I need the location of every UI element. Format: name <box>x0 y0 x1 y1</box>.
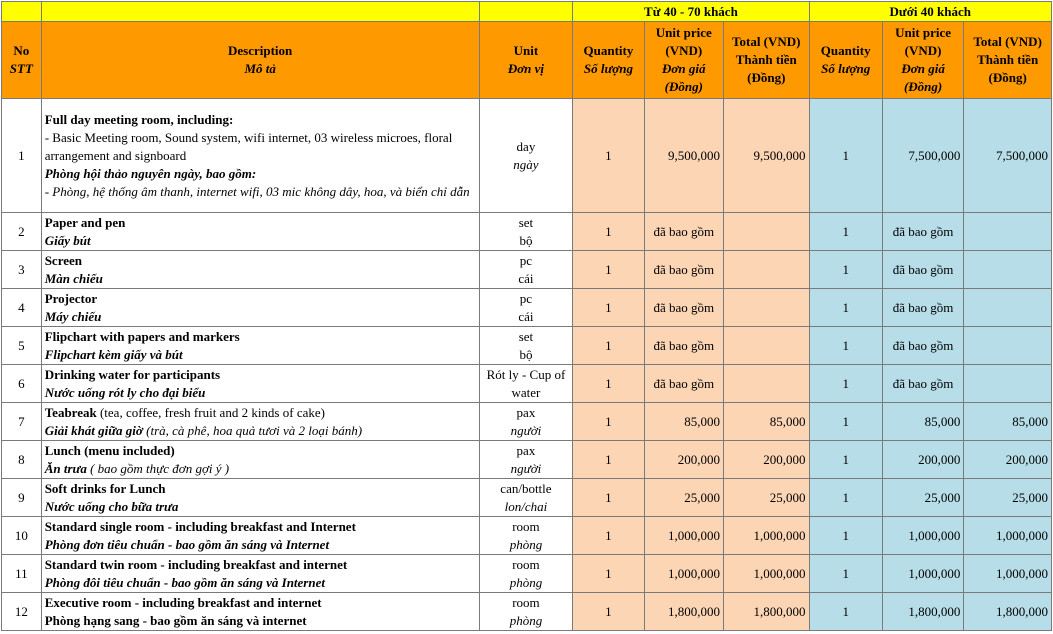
row-total-2 <box>964 251 1052 289</box>
row-qty-1: 1 <box>573 365 644 403</box>
header-total-2: Total (VND) Thành tiền (Đồng) <box>964 22 1052 99</box>
row-title-en: Standard single room - including breakfast and Internet <box>44 518 356 534</box>
row-qty-2: 1 <box>809 479 882 517</box>
row-total-1 <box>723 289 809 327</box>
row-total-1: 9,500,000 <box>723 99 809 213</box>
row-title-vi: Flipchart kèm giấy và bút <box>44 346 183 362</box>
row-title-vi: Máy chiếu <box>44 308 102 324</box>
row-price-1: đã bao gồm <box>644 365 723 403</box>
row-no: 6 <box>2 365 42 403</box>
group-header-blank <box>479 2 573 22</box>
row-description <box>41 213 479 251</box>
header-unit: Unit Đơn vị <box>479 22 573 99</box>
row-no: 8 <box>2 441 42 479</box>
row-unit: pax người <box>479 403 573 441</box>
row-unit: pc cái <box>479 251 573 289</box>
row-price-2: 1,000,000 <box>882 555 963 593</box>
row-title-en: Standard twin room - including breakfast and internet <box>44 556 348 572</box>
table-row <box>2 593 1052 631</box>
row-title-vi: Ăn trưa <box>44 460 87 476</box>
row-title-vi: Phòng hạng sang - bao gồm ăn sáng và internet <box>44 612 307 628</box>
row-unit: pc cái <box>479 289 573 327</box>
row-title-en: Drinking water for participants <box>44 366 221 382</box>
row-price-2: đã bao gồm <box>882 289 963 327</box>
row-no: 10 <box>2 517 42 555</box>
table-row <box>2 441 1052 479</box>
row-qty-2: 1 <box>809 327 882 365</box>
row-no: 11 <box>2 555 42 593</box>
row-total-1: 1,000,000 <box>723 555 809 593</box>
row-description <box>41 517 479 555</box>
row-title-en: Executive room - including breakfast and internet <box>44 594 322 610</box>
row-title-en: Flipchart with papers and markers <box>44 328 240 344</box>
row-description: Full day meeting room, including: - Basic Meeting room, Sound system, wifi internet, 03 wireless microes, floral arrangement and signboard Phòng hội thảo nguyên ngày, bao gồm: - Phòng, hệ thống âm thanh, internet wifi, 03 mic không dây, hoa, và biển chỉ dẫn <box>41 99 479 213</box>
row-price-2: 7,500,000 <box>882 99 963 213</box>
header-quantity-2: Quantity Số lượng <box>809 22 882 99</box>
row-total-2 <box>964 327 1052 365</box>
row-total-1 <box>723 365 809 403</box>
row-total-1 <box>723 251 809 289</box>
row-title-en: Paper and pen <box>44 214 126 230</box>
row-qty-2: 1 <box>809 403 882 441</box>
row-title-vi: Màn chiếu <box>44 270 103 286</box>
row-total-1: 1,000,000 <box>723 517 809 555</box>
row-extra-vi: ( bao gồm thực đơn gợi ý ) <box>86 460 230 476</box>
row-title-en: Teabreak <box>44 404 97 420</box>
row-price-1: 1,000,000 <box>644 517 723 555</box>
row-qty-2: 1 <box>809 251 882 289</box>
row-title-vi: Nước uống cho bữa trưa <box>44 498 179 514</box>
row-description <box>41 555 479 593</box>
row-unit: day ngày <box>479 99 573 213</box>
table-row <box>2 403 1052 441</box>
row-qty-1: 1 <box>573 213 644 251</box>
row-description <box>41 251 479 289</box>
row-unit: Rót ly - Cup of water <box>479 365 573 403</box>
table-row <box>2 99 1052 213</box>
row-no: 1 <box>2 99 42 213</box>
row-title-vi: Giải khát giữa giờ <box>44 422 143 438</box>
row-total-2 <box>964 289 1052 327</box>
row-price-1: 85,000 <box>644 403 723 441</box>
row-no: 5 <box>2 327 42 365</box>
row-price-2: 200,000 <box>882 441 963 479</box>
row-price-1: đã bao gồm <box>644 251 723 289</box>
row-total-2: 1,000,000 <box>964 555 1052 593</box>
row-price-2: đã bao gồm <box>882 365 963 403</box>
row-price-2: đã bao gồm <box>882 251 963 289</box>
table-row <box>2 517 1052 555</box>
row-qty-2: 1 <box>809 213 882 251</box>
row-unit: pax người <box>479 441 573 479</box>
row-qty-2: 1 <box>809 593 882 631</box>
row-total-1: 200,000 <box>723 441 809 479</box>
row-unit: room phòng <box>479 517 573 555</box>
row-qty-1: 1 <box>573 441 644 479</box>
table-row <box>2 251 1052 289</box>
quotation-table <box>1 1 1052 631</box>
row-no: 7 <box>2 403 42 441</box>
group-header-blank <box>2 2 42 22</box>
row-title-en: Screen <box>44 252 83 268</box>
group-header-blank <box>41 2 479 22</box>
row-qty-2: 1 <box>809 289 882 327</box>
table-row <box>2 327 1052 365</box>
row-price-2: 25,000 <box>882 479 963 517</box>
row-total-1 <box>723 327 809 365</box>
header-no: No STT <box>2 22 42 99</box>
row-total-2: 1,000,000 <box>964 517 1052 555</box>
row-price-1: đã bao gồm <box>644 213 723 251</box>
header-unit-price-2: Unit price (VND) Đơn giá (Đồng) <box>882 22 963 99</box>
table-row <box>2 365 1052 403</box>
row-qty-2: 1 <box>809 517 882 555</box>
row-price-2: đã bao gồm <box>882 213 963 251</box>
header-description: Description Mô tả <box>41 22 479 99</box>
row-price-1: đã bao gồm <box>644 289 723 327</box>
row-total-1: 85,000 <box>723 403 809 441</box>
row-title-en: Projector <box>44 290 98 306</box>
row-title-en: Lunch (menu included) <box>44 442 175 458</box>
row-qty-2: 1 <box>809 441 882 479</box>
header-unit-price-1: Unit price (VND) Đơn giá (Đồng) <box>644 22 723 99</box>
table-row <box>2 289 1052 327</box>
group-header-row <box>2 2 1052 22</box>
row-title-vi: Giấy bút <box>44 232 91 248</box>
row-description <box>41 403 479 441</box>
row-price-1: 200,000 <box>644 441 723 479</box>
row-price-2: 1,000,000 <box>882 517 963 555</box>
row-price-1: 25,000 <box>644 479 723 517</box>
row-no: 4 <box>2 289 42 327</box>
row-qty-1: 1 <box>573 403 644 441</box>
row-title-vi: Phòng đôi tiêu chuẩn - bao gồm ăn sáng và Internet <box>44 574 325 590</box>
row-total-2: 1,800,000 <box>964 593 1052 631</box>
row-qty-1: 1 <box>573 593 644 631</box>
row-description <box>41 365 479 403</box>
row-qty-1: 1 <box>573 479 644 517</box>
table-row <box>2 479 1052 517</box>
row-total-1 <box>723 213 809 251</box>
row-total-2: 7,500,000 <box>964 99 1052 213</box>
group2-header: Dưới 40 khách <box>809 2 1051 22</box>
row-title-vi: Phòng đơn tiêu chuẩn - bao gồm ăn sáng và Internet <box>44 536 330 552</box>
table-row <box>2 555 1052 593</box>
row-unit: can/bottle lon/chai <box>479 479 573 517</box>
row-unit: room phòng <box>479 593 573 631</box>
row-no: 3 <box>2 251 42 289</box>
row-description <box>41 593 479 631</box>
row-qty-1: 1 <box>573 99 644 213</box>
header-total-1: Total (VND) Thành tiền (Đồng) <box>723 22 809 99</box>
row-description <box>41 327 479 365</box>
row-price-1: đã bao gồm <box>644 327 723 365</box>
row-qty-2: 1 <box>809 99 882 213</box>
row-title-en: Soft drinks for Lunch <box>44 480 166 496</box>
row-total-2 <box>964 365 1052 403</box>
row-extra-en: (tea, coffee, fresh fruit and 2 kinds of cake) <box>96 404 325 420</box>
row-qty-1: 1 <box>573 327 644 365</box>
group1-header: Từ 40 - 70 khách <box>573 2 809 22</box>
row-no: 12 <box>2 593 42 631</box>
row-description <box>41 479 479 517</box>
row-unit: set bộ <box>479 327 573 365</box>
row-extra-vi: (trà, cà phê, hoa quả tươi và 2 loại bánh) <box>142 422 363 438</box>
row-total-1: 25,000 <box>723 479 809 517</box>
row-price-2: 85,000 <box>882 403 963 441</box>
row-qty-1: 1 <box>573 555 644 593</box>
row-total-2: 200,000 <box>964 441 1052 479</box>
row-total-2 <box>964 213 1052 251</box>
row-total-1: 1,800,000 <box>723 593 809 631</box>
row-qty-1: 1 <box>573 251 644 289</box>
row-price-2: đã bao gồm <box>882 327 963 365</box>
row-total-2: 25,000 <box>964 479 1052 517</box>
row-description <box>41 289 479 327</box>
row-no: 2 <box>2 213 42 251</box>
row-unit: set bộ <box>479 213 573 251</box>
row-qty-2: 1 <box>809 365 882 403</box>
header-quantity-1: Quantity Số lượng <box>573 22 644 99</box>
row-price-2: 1,800,000 <box>882 593 963 631</box>
row-qty-1: 1 <box>573 517 644 555</box>
row-price-1: 9,500,000 <box>644 99 723 213</box>
column-header-row <box>2 22 1052 99</box>
row-qty-1: 1 <box>573 289 644 327</box>
row-title-vi: Nước uống rót ly cho đại biểu <box>44 384 206 400</box>
row-unit: room phòng <box>479 555 573 593</box>
row-price-1: 1,000,000 <box>644 555 723 593</box>
row-qty-2: 1 <box>809 555 882 593</box>
row-price-1: 1,800,000 <box>644 593 723 631</box>
row-description <box>41 441 479 479</box>
table-row <box>2 213 1052 251</box>
row-total-2: 85,000 <box>964 403 1052 441</box>
row-no: 9 <box>2 479 42 517</box>
